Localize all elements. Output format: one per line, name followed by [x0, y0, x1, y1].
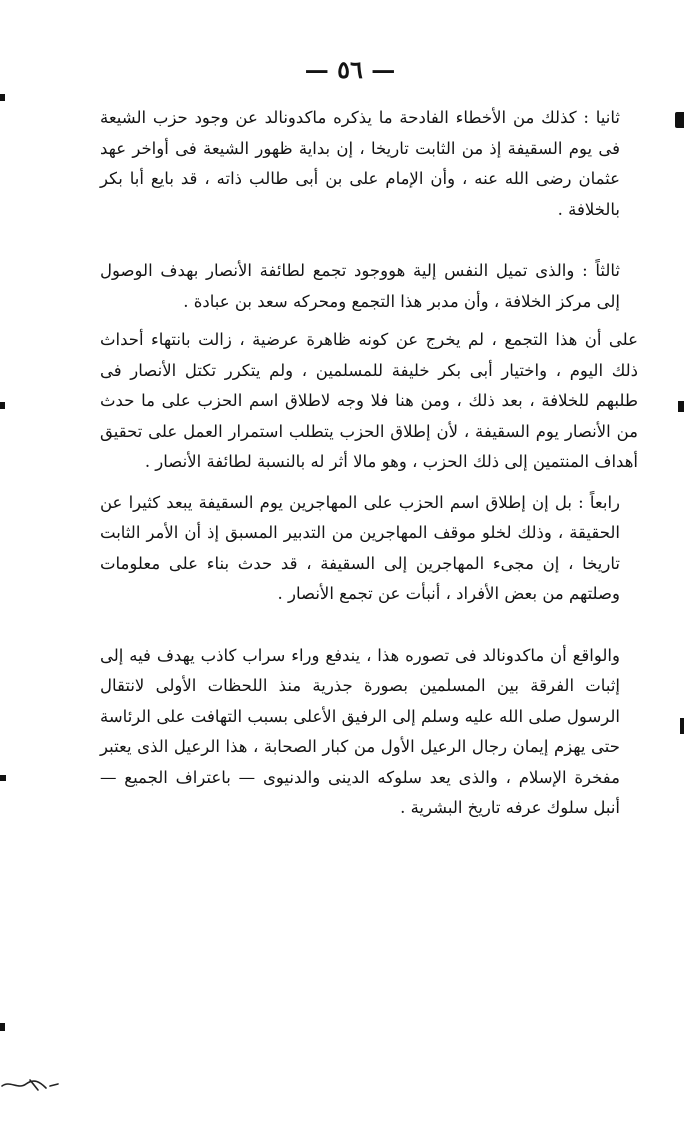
paragraph-second-point: ثانيا : كذلك من الأخطاء الفادحة ما يذكره ماكدونالد عن وجود حزب الشيعة فى يوم السقيفة إذ من الثابت تاريخا ، إن بداية ظهور الشيعة فى أواخر عهد عثمان رضى الله عنه ، وأن الإمام على بن أبى طالب ذاته ، قد بايع أبا بكر بالخلافة .: [100, 108, 620, 219]
scan-mark: [0, 1023, 5, 1031]
scan-mark: [675, 112, 684, 128]
scan-mark: [678, 401, 684, 412]
paragraph-fourth-point: رابعاً : بل إن إطلاق اسم الحزب على المهاجرين يوم السقيفة يبعد كثيرا عن الحقيقة ، وذلك لخلو موقف المهاجرين من التدبير المسبق إذ أن الأمر الثابت تاريخا ، إن مجىء المهاجرين إلى السقيفة ، قد حدث بناء على معلومات وصلتهم من بعض الأفراد ، أنبأت عن تجمع الأنصار .: [100, 492, 620, 603]
scan-mark: [0, 775, 6, 781]
page-number: — ٥٦ —: [304, 55, 396, 84]
paragraph-third-point: ثالثاً : والذى تميل النفس إلية هووجود تجمع لطائفة الأنصار بهدف الوصول إلى مركز الخلافة ، وأن مدبر هذا التجمع ومحركه سعد بن عبادة .: [100, 261, 620, 311]
scan-mark: [0, 402, 5, 409]
paragraph-conclusion: والواقع أن ماكدونالد فى تصوره هذا ، يندفع وراء سراب كاذب يهدف فيه إلى إثبات الفرقة بين المسلمين بصورة جذرية منذ اللحظات الأولى لانتقال الرسول صلى الله عليه وسلم إلى الرفيق الأعلى بسبب التهافت على الرئاسة حتى يهزم إيمان رجال الرعيل الأول من كبار الصحابة ، هذا الرعيل الذى يعتبر مفخرة الإسلام ، والذى يعد سلوكه الدينى والدنيوى — باعتراف الجميع — أنبل سلوك عرفه تاريخ البشرية .: [100, 645, 620, 817]
scan-mark: [0, 94, 5, 101]
body-text: [100, 95, 638, 824]
margin-scribble: [0, 1074, 62, 1096]
scan-mark: [680, 718, 684, 734]
paragraph-gathering: على أن هذا التجمع ، لم يخرج عن كونه ظاهرة عرضية ، زالت بانتهاء أحداث ذلك اليوم ، واختيار أبى بكر خليفة للمسلمين ، ولم يتكرر تكتل الأنصار فى طلبهم للخلافة ، بعد ذلك ، ومن هنا فلا وجه لاطلاق اسم الحزب على ما حدث من الأنصار يوم السقيفة ، لأن إطلاق الحزب يتطلب استمرار العمل على تحقيق أهداف المنتمين إلى ذلك الحزب ، وهو مالا أثر له بالنسبة لطائفة الأنصار .: [100, 330, 639, 471]
